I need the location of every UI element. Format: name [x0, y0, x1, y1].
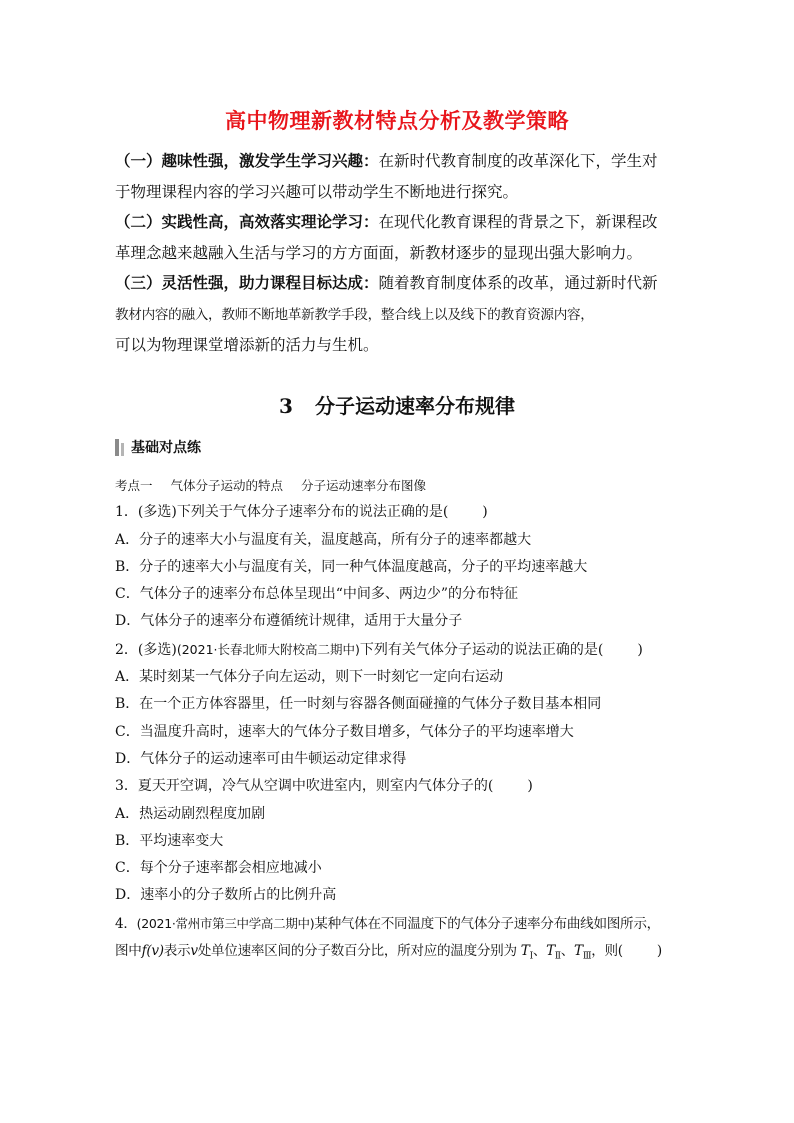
question-3-option-d: D．速率小的分子数所占的比例升高 [115, 887, 337, 904]
question-1-option-c: C．气体分子的速率分布总体呈现出“中间多、两边少”的分布特征 [115, 586, 519, 603]
question-1-option-a: A．分子的速率大小与温度有关，温度越高，所有分子的速率都越大 [115, 531, 532, 548]
question-4-source: (2021·常州市第三中学高二期中) [136, 915, 315, 931]
question-1-option-b: B．分子的速率大小与温度有关，同一种气体温度越高，分子的平均速率越大 [115, 558, 588, 575]
page-title: 高中物理新教材特点分析及教学策略 [225, 109, 569, 133]
section-bar-icon [115, 439, 125, 456]
intro-paragraph-3: （三）灵活性强，助力课程目标达成：随着教育制度体系的改革，通过新时代新 教材内容的融入，教师不断地革新教学手段，整合线上以及线下的教育资源内容， 可以为物理课堂增添新的活力与生机。 [115, 274, 658, 354]
intro-section [115, 146, 681, 361]
topic-heading: 考点一 气体分子运动的特点 分子运动速率分布图像 [115, 478, 427, 493]
question-3-option-b: B．平均速率变大 [115, 832, 224, 849]
intro-heading-1: （一）趣味性强，激发学生学习兴趣： [115, 152, 379, 170]
intro-paragraph-2: （二）实践性高，高效落实理论学习：在现代化教育课程的背景之下，新课程改 革理念越来越融入生活与学习的方方面面，新教材逐步的显现出强大影响力。 [115, 213, 658, 262]
section-title [0, 390, 794, 419]
question-list [115, 472, 685, 971]
intro-heading-3: （三）灵活性强，助力课程目标达成： [115, 274, 379, 292]
intro-paragraph-1: （一）趣味性强，激发学生学习兴趣：在新时代教育制度的改革深化下，学生对 于物理课程内容的学习兴趣可以带动学生不断地进行探究。 [115, 152, 658, 201]
f-of-v: f(v) [141, 943, 164, 960]
question-3-option-c: C．每个分子速率都会相应地减小 [115, 860, 322, 877]
drill-header [115, 436, 201, 458]
question-3-option-a: A．热运动剧烈程度加剧 [115, 805, 266, 822]
question-4-stem-line-1: 4．(2021·常州市第三中学高二期中)某种气体在不同温度下的气体分子速率分布曲线如图所示， [115, 915, 660, 932]
section-name: 分子运动速率分布规律 [314, 394, 515, 418]
question-1-stem: 1．(多选)下列关于气体分子速率分布的说法正确的是( ) [115, 504, 488, 521]
intro-heading-2: （二）实践性高，高效落实理论学习： [115, 213, 379, 231]
question-2-stem: 2．(多选)(2021·长春北师大附校高二期中)下列有关气体分子运动的说法正确的是( ) [115, 641, 643, 658]
drill-label: 基础对点练 [131, 440, 201, 456]
question-1-option-d: D．气体分子的速率分布遵循统计规律，适用于大量分子 [115, 613, 463, 630]
question-2-option-a: A．某时刻某一气体分子向左运动，则下一时刻它一定向右运动 [115, 669, 504, 686]
section-number: 3 [279, 394, 293, 418]
question-2-option-c: C．当温度升高时，速率大的气体分子数目增多，气体分子的平均速率增大 [115, 723, 574, 740]
question-4-stem-line-2: 图中f(v)表示v处单位速率区间的分子数百分比，所对应的温度分别为 $T_Ⅰ$、$T_Ⅱ$、$T_Ⅲ$，则( ) [115, 943, 662, 962]
question-2-option-b: B．在一个正方体容器里，任一时刻与容器各侧面碰撞的气体分子数目基本相同 [115, 696, 602, 713]
question-3-stem: 3．夏天开空调，冷气从空调中吹进室内，则室内气体分子的( ) [115, 778, 533, 795]
question-2-option-d: D．气体分子的运动速率可由牛顿运动定律求得 [115, 750, 407, 767]
question-2-source: (2021·长春北师大附校高二期中) [176, 641, 360, 657]
